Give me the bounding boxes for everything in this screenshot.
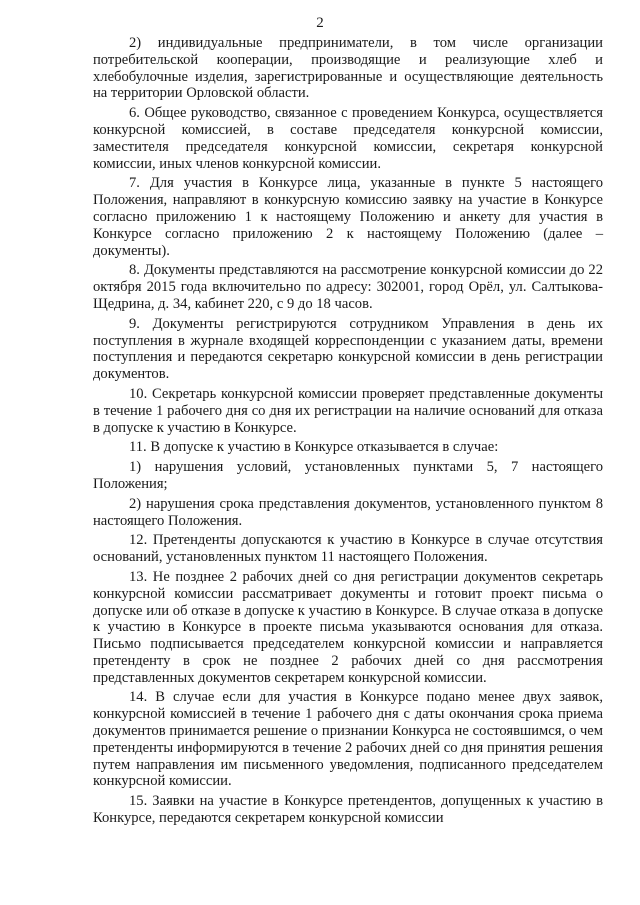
paragraph-9: 9. Документы регистрируются сотрудником Управления в день их поступления в журнале входящей корреспонденции с указанием даты, времени поступления и передаются секретарю конкурсной комиссии в день регистрации документов. (93, 315, 603, 383)
paragraph-15: 15. Заявки на участие в Конкурсе претендентов, допущенных к участию в Конкурсе, передаются секретарем конкурсной комиссии (93, 793, 603, 827)
paragraph-10: 10. Секретарь конкурсной комиссии проверяет представленные документы в течение 1 рабочего дня со дня их регистрации на наличие оснований для отказа в допуске к участию в Конкурсе. (93, 385, 603, 436)
paragraph-11: 11. В допуске к участию в Конкурсе отказывается в случае: (129, 439, 499, 456)
paragraph-11-item-2: 2) нарушения срока представления документов, установленного пунктом 8 настоящего Положения. (93, 495, 603, 529)
page-number: 2 (316, 15, 324, 31)
paragraph-7: 7. Для участия в Конкурсе лица, указанные в пункте 5 настоящего Положения, направляют в конкурсную комиссию заявку на участие в Конкурсе согласно приложению 1 к настоящему Положению и анкету для участия в Конкурсе согласно приложению 2 к настоящему Положению (далее – документы). (93, 175, 603, 259)
paragraph-6: 6. Общее руководство, связанное с проведением Конкурса, осуществляется конкурсной комиссией, в составе председателя конкурсной комиссии, заместителя председателя конкурсной комиссии, секретаря конкурсной комиссии, иных членов конкурсной комиссии. (93, 105, 603, 172)
paragraph-5-item-2: 2) индивидуальные предприниматели, в том числе организации потребительской кооперации, производящие и реализующие хлеб и хлебобулочные изделия, зарегистрированные и осуществляющие деятельность на территории Орловской области. (93, 35, 603, 102)
paragraph-14: 14. В случае если для участия в Конкурсе подано менее двух заявок, конкурсной комиссией в течение 1 рабочего дня с даты окончания срока приема документов принимается решение о признании Конкурса не состоявшимся, о чем претенденты информируются в течение 2 рабочих дней со дня принятия решения путем направления им письменного уведомления, подписанного председателем конкурсной комиссии. (93, 689, 603, 790)
paragraph-12: 12. Претенденты допускаются к участию в Конкурсе в случае отсутствия оснований, установленных пунктом 11 настоящего Положения. (93, 532, 603, 566)
paragraph-11-item-1: 1) нарушения условий, установленных пунктами 5, 7 настоящего Положения; (93, 459, 603, 492)
paragraph-13: 13. Не позднее 2 рабочих дней со дня регистрации документов секретарь конкурсной комиссии рассматривает документы и готовит проект письма о допуске или об отказе в допуске к участию в Конкурсе. В случае отказа в допуске к участию в Конкурсе в проекте письма указываются основания для отказа. Письмо подписывается председателем конкурсной комиссии и направляется претенденту в срок не позднее 2 рабочих дней со дня рассмотрения представленных документов секретарем конкурсной комиссии. (93, 568, 603, 686)
paragraph-8: 8. Документы представляются на рассмотрение конкурсной комиссии до 22 октября 2015 года включительно по адресу: 302001, город Орёл, ул. Салтыкова-Щедрина, д. 34, кабинет 220, с 9 до 18 часов. (93, 262, 603, 312)
document-body (93, 35, 603, 830)
